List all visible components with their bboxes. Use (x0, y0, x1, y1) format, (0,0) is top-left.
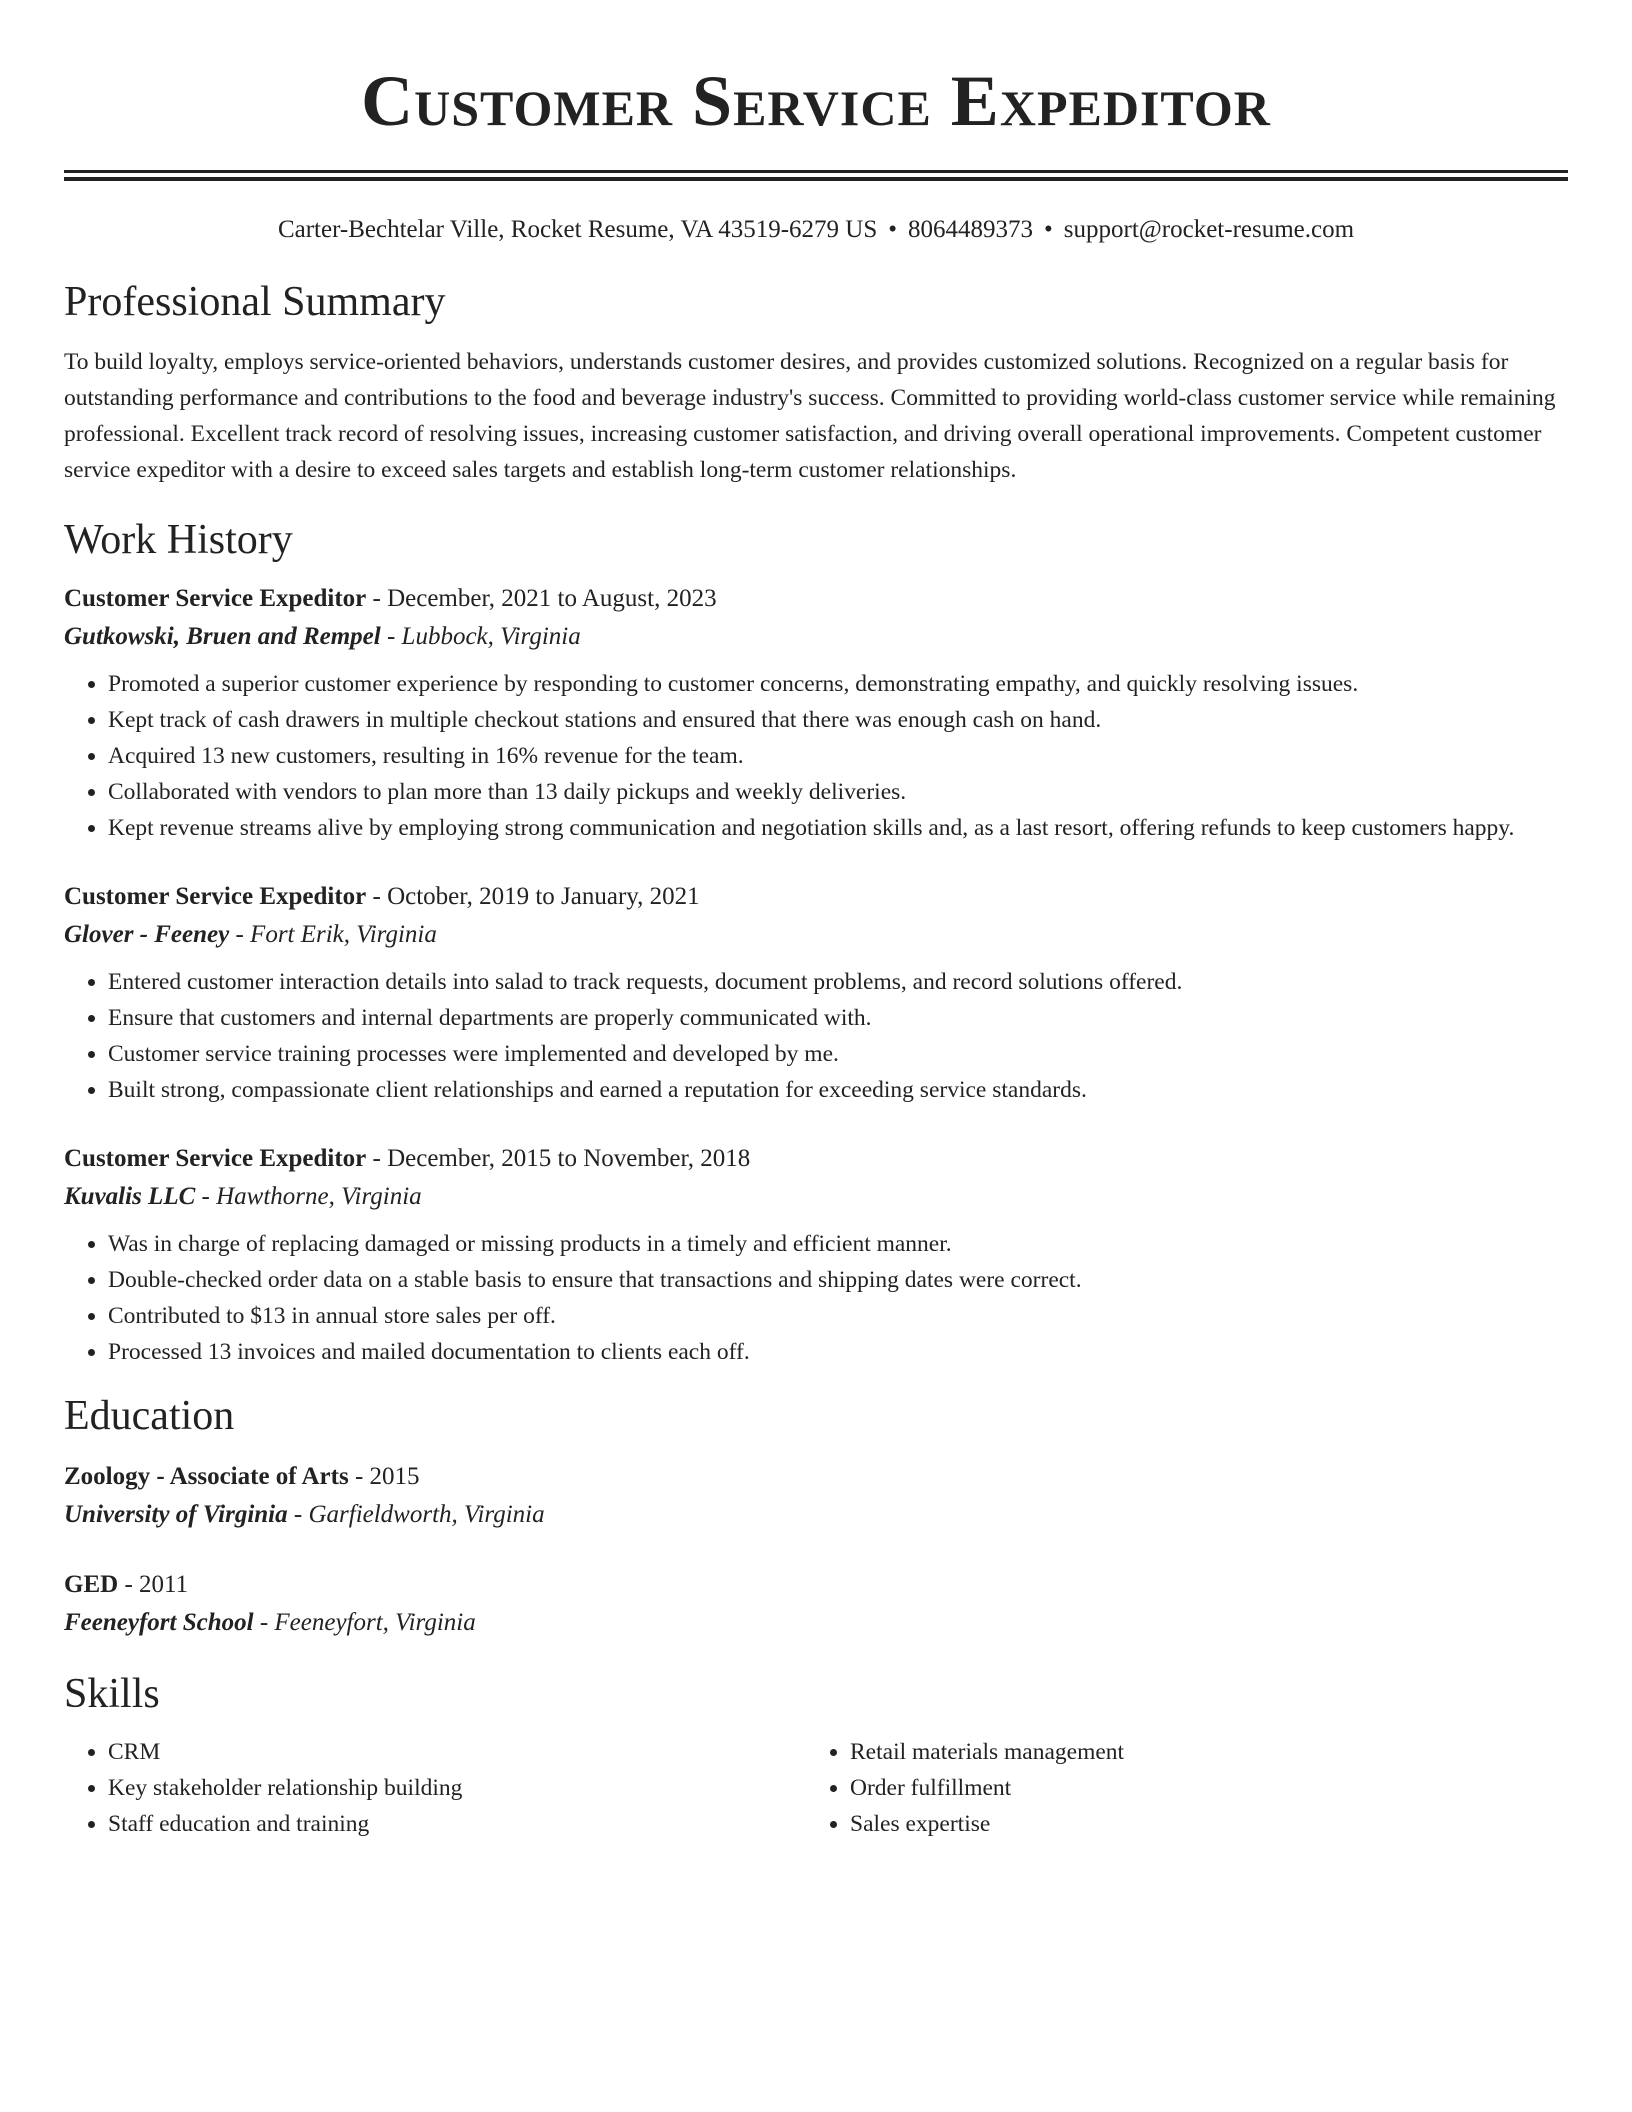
education-section (64, 1390, 1568, 1642)
skills-section (64, 1668, 1568, 1842)
job-bullet: • Ensure that customers and internal departments are properly communicated with. (108, 1000, 1568, 1036)
skills-column-right (806, 1734, 1548, 1842)
skill-item: • Staff education and training (108, 1806, 806, 1842)
job-dates: - October, 2019 to January, 2021 (366, 883, 700, 910)
job-dates: - December, 2015 to November, 2018 (366, 1145, 751, 1172)
job-employer (64, 1178, 1568, 1216)
contact-phone: 8064489373 (908, 216, 1033, 243)
contact-email: support@rocket-resume.com (1063, 216, 1355, 243)
job-heading (64, 1140, 1568, 1178)
skills-column-left (64, 1734, 806, 1842)
job-dates: - December, 2021 to August, 2023 (366, 585, 717, 612)
education-institution (64, 1604, 1568, 1642)
job-role: Customer Service Expeditor (64, 883, 367, 910)
summary-text: To build loyalty, employs service-oriented behaviors, understands customer desires, and provides customized solutions. Recognized on a regular basis for outstanding performance and contributions to the food and beverage industry's success. Committed to providing world-class customer service while remaining professional. Excellent track record of resolving issues, increasing customer satisfaction, and driving overall operational improvements. Competent customer service expeditor with a desire to exceed sales targets and establish long-term customer relationships. (64, 349, 1556, 483)
job-bullet: • Collaborated with vendors to plan more than 13 daily pickups and weekly deliveries. (108, 774, 1568, 810)
education-degree: GED (64, 1571, 119, 1598)
job-bullet: • Kept track of cash drawers in multiple checkout stations and ensured that there was enough cash on hand. (108, 702, 1568, 738)
education-entry (64, 1458, 1568, 1534)
job-employer (64, 618, 1568, 656)
job-bullet: • Built strong, compassionate client relationships and earned a reputation for exceeding service standards. (108, 1072, 1568, 1108)
education-entry (64, 1566, 1568, 1642)
education-institution (64, 1496, 1568, 1534)
skills-list (806, 1734, 1548, 1842)
resume-name: Customer Service Expeditor (361, 61, 1271, 141)
contact-separator: • (888, 216, 897, 243)
job-bullet: • Processed 13 invoices and mailed documentation to clients each off. (108, 1334, 1568, 1370)
job-role: Customer Service Expeditor (64, 1145, 367, 1172)
education-school: Feeneyfort School (64, 1609, 254, 1636)
section-title-education: Education (64, 1393, 235, 1439)
header-rule (64, 170, 1568, 181)
skill-item: • Order fulfillment (850, 1770, 1548, 1806)
skill-item: • CRM (108, 1734, 806, 1770)
education-school: University of Virginia (64, 1501, 288, 1528)
job-company: Glover - Feeney (64, 921, 230, 948)
job-bullet: • Entered customer interaction details into salad to track requests, document problems, and record solutions offered. (108, 964, 1568, 1000)
skills-list (64, 1734, 806, 1842)
skill-item: • Key stakeholder relationship building (108, 1770, 806, 1806)
contact-address: Carter-Bechtelar Ville, Rocket Resume, VA 43519-6279 US (277, 216, 878, 243)
job-bullet: • Acquired 13 new customers, resulting in 16% revenue for the team. (108, 738, 1568, 774)
job-bullets (64, 964, 1568, 1108)
contact-line (64, 214, 1568, 246)
job-bullet: • Was in charge of replacing damaged or missing products in a timely and efficient manner. (108, 1226, 1568, 1262)
job-bullets (64, 1226, 1568, 1370)
job-location: - Fort Erik, Virginia (229, 921, 437, 948)
job-company: Gutkowski, Bruen and Rempel (64, 623, 381, 650)
skill-item: • Sales expertise (850, 1806, 1548, 1842)
job-bullet: • Promoted a superior customer experience by responding to customer concerns, demonstrating empathy, and quickly resolving issues. (108, 666, 1568, 702)
summary-section (64, 276, 1568, 488)
education-location: - Garfieldworth, Virginia (287, 1501, 545, 1528)
job-entry (64, 878, 1568, 1108)
education-heading (64, 1458, 1568, 1496)
skills-columns (64, 1734, 1568, 1842)
job-heading (64, 580, 1568, 618)
job-bullets (64, 666, 1568, 846)
job-location: - Lubbock, Virginia (380, 623, 581, 650)
job-role: Customer Service Expeditor (64, 585, 367, 612)
job-employer (64, 916, 1568, 954)
job-bullet: • Kept revenue streams alive by employing strong communication and negotiation skills and, as a last resort, offering refunds to keep customers happy. (108, 810, 1568, 846)
education-year: - 2015 (348, 1463, 420, 1490)
education-degree: Zoology - Associate of Arts (64, 1463, 349, 1490)
job-bullet: • Contributed to $13 in annual store sales per off. (108, 1298, 1568, 1334)
job-company: Kuvalis LLC (64, 1183, 196, 1210)
section-title-work-history: Work History (64, 517, 293, 563)
job-bullet: • Customer service training processes were implemented and developed by me. (108, 1036, 1568, 1072)
job-heading (64, 878, 1568, 916)
job-bullet: • Double-checked order data on a stable basis to ensure that transactions and shipping dates were correct. (108, 1262, 1568, 1298)
section-title-summary: Professional Summary (64, 279, 446, 325)
work-history-section (64, 514, 1568, 1370)
education-location: - Feeneyfort, Virginia (253, 1609, 476, 1636)
job-location: - Hawthorne, Virginia (195, 1183, 422, 1210)
education-year: - 2011 (118, 1571, 189, 1598)
job-entry (64, 1140, 1568, 1370)
section-title-skills: Skills (64, 1671, 160, 1717)
skill-item: • Retail materials management (850, 1734, 1548, 1770)
education-heading (64, 1566, 1568, 1604)
job-entry (64, 580, 1568, 846)
contact-separator: • (1044, 216, 1053, 243)
